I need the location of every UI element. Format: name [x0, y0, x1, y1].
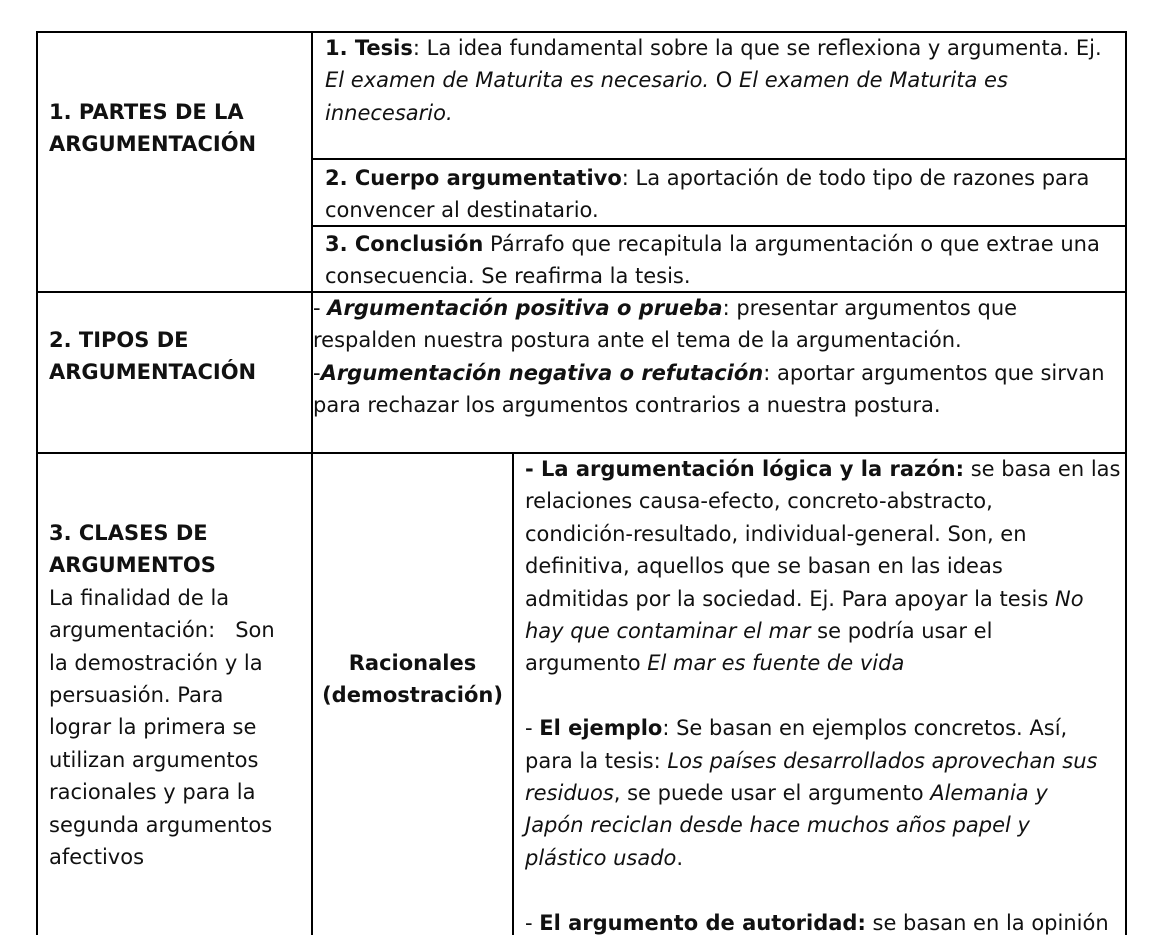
- ejemplo-line3: residuos, se puede usar el argumento Alemania y: [525, 781, 1048, 806]
- racionales-content: [525, 453, 1123, 939]
- autoridad-line1: - El argumento de autoridad: se basan en la opinión: [525, 910, 1109, 935]
- cuerpo-text: : La aportación de todo tipo de razones para: [621, 166, 1090, 190]
- spacer: [525, 680, 1123, 712]
- conclusion-text: Párrafo que recapitula la argumentación o que extrae una: [483, 232, 1100, 256]
- ejemplo-line2: para la tesis: Los países desarrollados aprovechan sus: [525, 748, 1098, 773]
- logica-line: condición-resultado, individual-general. Son, en: [525, 521, 1027, 546]
- ejemplo-line4: Japón reciclan desde hace muchos años papel y: [525, 813, 1030, 838]
- section-1-title: [49, 96, 307, 161]
- negativa-label: Argumentación negativa o refutación: [320, 360, 764, 385]
- conclusion-cell: [325, 228, 1123, 293]
- logica-line5: admitidas por la sociedad. Ej. Para apoyar la tesis No: [525, 586, 1084, 611]
- tesis-text: : La idea fundamental sobre la que se reflexiona y argumenta. Ej.: [412, 36, 1102, 60]
- section-3-title-line2: ARGUMENTOS: [49, 553, 216, 578]
- logica-line: relaciones causa-efecto, concreto-abstracto,: [525, 489, 993, 514]
- conclusion-line2: consecuencia. Se reafirma la tesis.: [325, 264, 691, 289]
- tesis-label: 1. Tesis: [325, 36, 413, 60]
- section-3-desc-line: argumentación: Son: [49, 618, 275, 643]
- section-3-desc-line: lograr la primera se: [49, 715, 257, 740]
- cuerpo-line2: convencer al destinatario.: [325, 198, 599, 223]
- ejemplo-line5: plástico usado.: [525, 845, 684, 870]
- ejemplo-line1: - El ejemplo: Se basan en ejemplos concretos. Así,: [525, 716, 1068, 741]
- tesis-example1: El examen de Maturita es necesario.: [325, 68, 710, 93]
- section-1-title-line1: 1. PARTES DE LA: [49, 100, 244, 124]
- column-divider-racionales: [512, 452, 514, 935]
- racionales-line2: (demostración): [322, 683, 503, 708]
- tesis-line1: [325, 32, 1123, 64]
- section-1-title-line2: ARGUMENTACIÓN: [49, 132, 257, 157]
- logica-line: definitiva, aquellos que se basan en las ideas: [525, 554, 1003, 579]
- section-3-desc-line: afectivos: [49, 845, 145, 870]
- section-3-desc-line: utilizan argumentos: [49, 747, 259, 772]
- section-3-desc-line: La finalidad de la: [49, 585, 230, 610]
- section-2-title: [49, 324, 307, 389]
- section-3-desc-line: segunda argumentos: [49, 812, 273, 837]
- conclusion-label: 3. Conclusión: [325, 232, 484, 256]
- logica-label: - La argumentación lógica y la razón:: [525, 457, 965, 481]
- tesis-cell: [325, 32, 1123, 129]
- cuerpo-line1: [325, 162, 1123, 194]
- table-border-left: [36, 31, 38, 935]
- conclusion-line1: [325, 228, 1123, 260]
- racionales-line1: Racionales: [348, 651, 477, 675]
- logica-line6: hay que contaminar el mar se podría usar el: [525, 619, 993, 644]
- section-3-desc-line: persuasión. Para: [49, 683, 224, 708]
- section-2-title-line2: ARGUMENTACIÓN: [49, 360, 257, 385]
- racionales-category: [313, 647, 512, 712]
- column-divider: [311, 31, 313, 935]
- negativa-line2: para rechazar los argumentos contrarios a nuestra postura.: [313, 393, 941, 418]
- positiva-dash: -: [313, 296, 328, 320]
- section-3-cell: [49, 517, 307, 873]
- positiva-line1: [313, 292, 1123, 324]
- cuerpo-label: 2. Cuerpo argumentativo: [325, 166, 622, 190]
- spacer: [525, 874, 1123, 906]
- logica-line1: [525, 453, 1123, 485]
- tipos-cell: [313, 292, 1123, 422]
- tesis-line3: [325, 97, 1123, 129]
- row-divider-tesis: [311, 158, 1127, 160]
- autoridad-label: El argumento de autoridad:: [539, 910, 866, 935]
- section-3-title-line1: 3. CLASES DE: [49, 521, 208, 545]
- tesis-line2: [325, 64, 1123, 96]
- cuerpo-cell: [325, 162, 1123, 227]
- section-3-desc-line: la demostración y la: [49, 650, 263, 675]
- logica-text: se basa en las: [964, 457, 1121, 481]
- negativa-text: : aportar argumentos que sirvan: [763, 360, 1105, 385]
- positiva-line2: respalden nuestra postura ante el tema de la argumentación.: [313, 328, 962, 353]
- ejemplo-label: El ejemplo: [539, 716, 663, 741]
- section-3-desc-line: racionales y para la: [49, 780, 256, 805]
- positiva-label: Argumentación positiva o prueba: [327, 296, 723, 320]
- tesis-example2b: innecesario.: [325, 100, 453, 125]
- negativa-dash: -: [313, 360, 321, 385]
- section-2-title-line1: 2. TIPOS DE: [49, 328, 189, 352]
- tesis-connector: O: [709, 68, 739, 93]
- logica-line7: argumento El mar es fuente de vida: [525, 651, 905, 676]
- negativa-line1: [313, 357, 1123, 389]
- tesis-example2a: El examen de Maturita es: [738, 68, 1008, 93]
- table-border-right: [1125, 31, 1127, 935]
- positiva-text: : presentar argumentos que: [722, 296, 1018, 320]
